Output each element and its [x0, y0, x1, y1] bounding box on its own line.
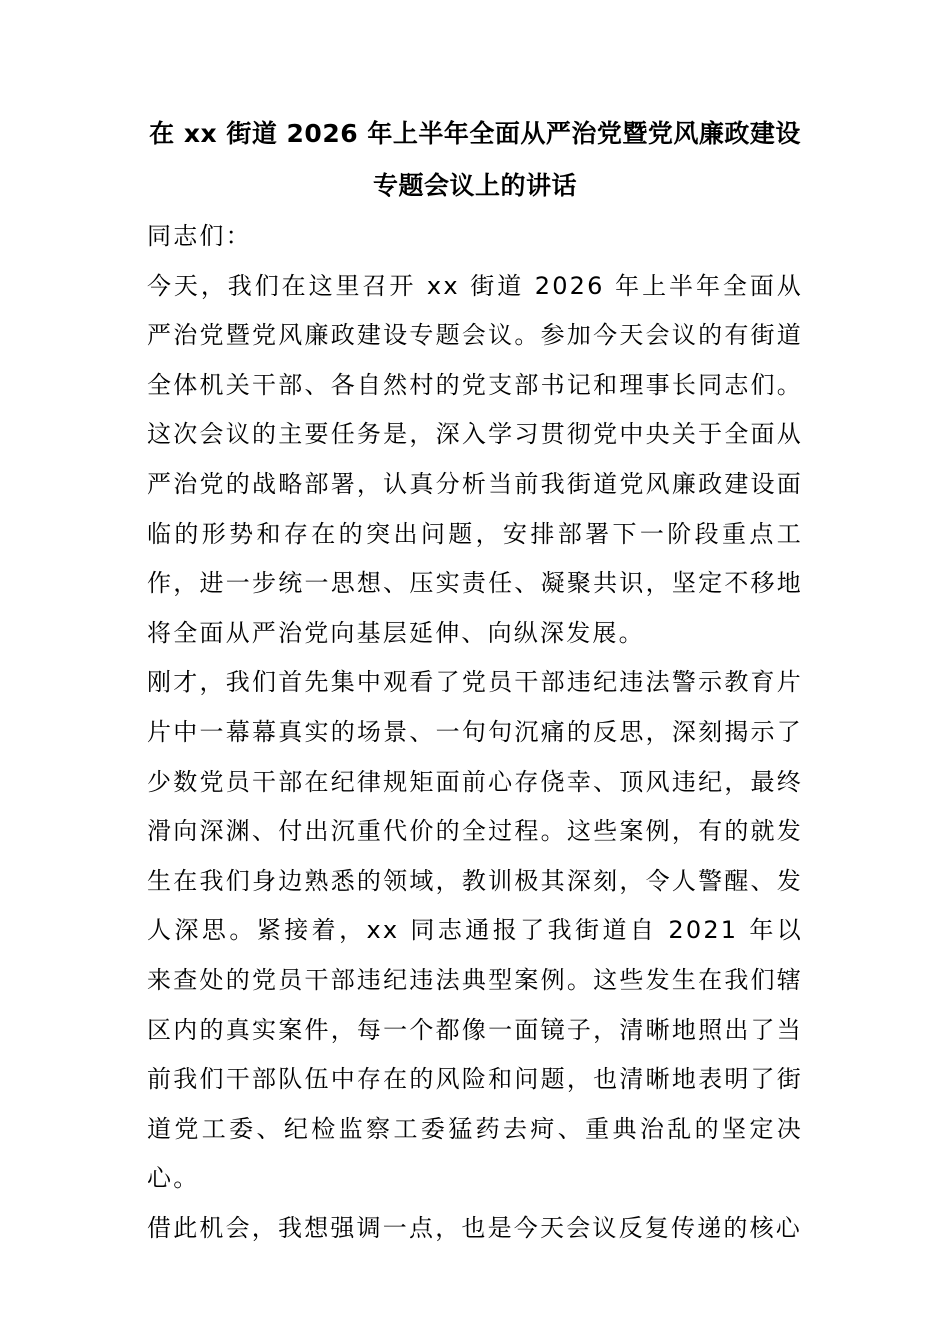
paragraph-opening: 今天，我们在这里召开 xx 街道 2026 年上半年全面从严治党暨党风廉政建设专题会议。参加今天会议的有街道全体机关干部、各自然村的党支部书记和理事长同志们。这次会议的主要任务是，深入学习贯彻党中央关于全面从严治党的战略部署，认真分析当前我街道党风廉政建设面临的形势和存在的突出问题，安排部署下一阶段重点工作，进一步统一思想、压实责任、凝聚共识，坚定不移地将全面从严治党向基层延伸、向纵深发展。 [147, 271, 803, 647]
paragraph-warning-education: 刚才，我们首先集中观看了党员干部违纪违法警示教育片片中一幕幕真实的场景、一句句沉痛的反思，深刻揭示了少数党员干部在纪律规矩面前心存侥幸、顶风违纪，最终滑向深渊、付出沉重代价的全过程。这些案例，有的就发生在我们身边熟悉的领域，教训极其深刻，令人警醒、发人深思。紧接着，xx 同志通报了我街道自 2021 年以来查处的党员干部违纪违法典型案例。这些发生在我们辖区内的真实案件，每一个都像一面镜子，清晰地照出了当前我们干部队伍中存在的风险和问题，也清晰地表明了街道党工委、纪检监察工委猛药去疴、重典治乱的坚定决心。 [147, 668, 803, 1193]
document-page [147, 108, 803, 1253]
salutation: 同志们： [147, 222, 252, 250]
document-title: 在 xx 街道 2026 年上半年全面从严治党暨党风廉政建设专题会议上的讲话 [149, 119, 801, 200]
paragraph-emphasis: 借此机会，我想强调一点，也是今天会议反复传递的核心 [147, 1213, 802, 1242]
